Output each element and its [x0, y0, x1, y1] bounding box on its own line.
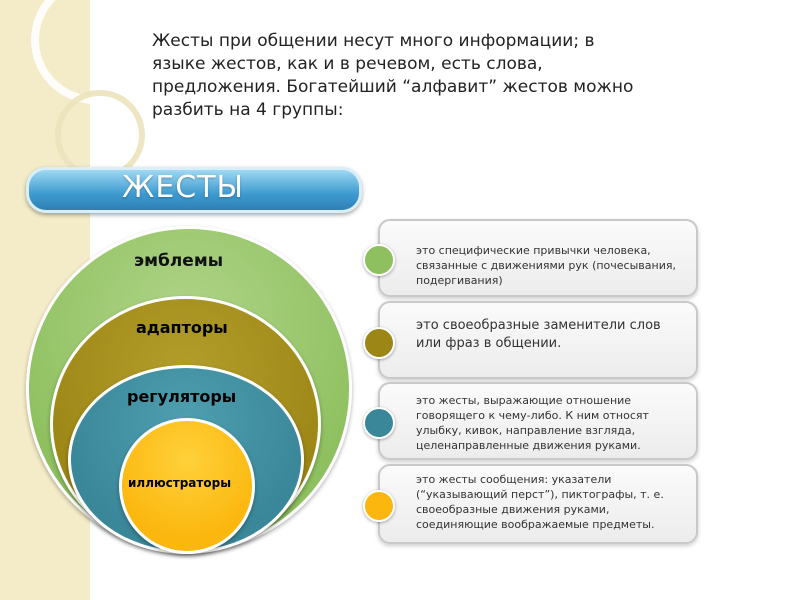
label-adaptors: адапторы — [136, 318, 228, 337]
title-label: ЖЕСТЫ — [122, 170, 245, 205]
bullet-dot-green — [363, 244, 395, 276]
bullet-dot-teal — [363, 407, 395, 439]
description-box-emblems — [378, 219, 698, 297]
intro-text: Жесты при общении несут много информации; в языке жестов, как и в речевом, есть слова, предложения. Богатейший “алфавит” жестов можно разбить на 4 группы: — [152, 31, 634, 120]
description-box-adaptors — [378, 301, 698, 379]
bullet-dot-olive — [363, 327, 395, 359]
label-illustrators: иллюстраторы — [128, 476, 232, 490]
description-text: это своеобразные заменители слов или фраз в общении. — [416, 318, 661, 351]
description-box-illustrators — [378, 464, 698, 544]
label-regulators: регуляторы — [127, 387, 237, 406]
description-text: это специфические привычки человека, связанные с движениями рук (почесывания, подергивания) — [416, 244, 676, 287]
description-box-regulators — [378, 382, 698, 460]
bullet-dot-yellow — [363, 490, 395, 522]
description-text: это жесты, выражающие отношение говорящего к чему-либо. К ним относят улыбку, кивок, направление взгляда, целенаправленные движения руками. — [416, 394, 649, 452]
decorative-rings — [0, 0, 160, 180]
label-emblems: эмблемы — [134, 251, 224, 271]
description-text: это жесты сообщения: указатели (“указывающий перст”), пиктографы, т. е. своеобразные движения руками, соединяющие воображаемые предметы. — [416, 473, 664, 531]
